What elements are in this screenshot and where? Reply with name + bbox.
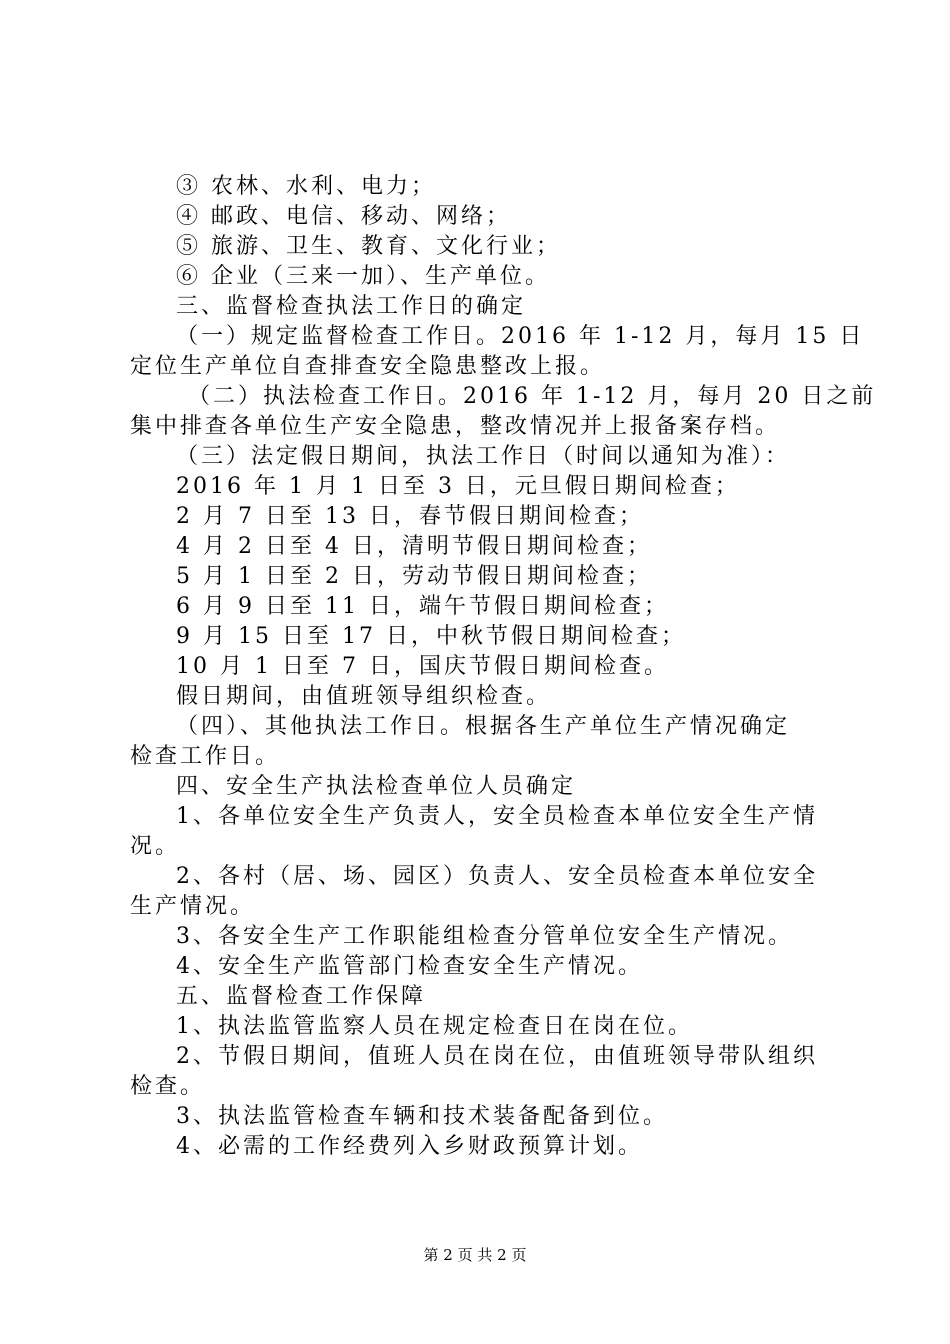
holiday-item: 6 月 9 日至 11 日，端午节假日期间检查；: [176, 594, 669, 619]
holiday-item: 5 月 1 日至 2 日，劳动节假日期间检查；: [176, 564, 652, 589]
paragraph-line: 定位生产单位自查排查安全隐患整改上报。: [130, 354, 606, 379]
holiday-item: 10 月 1 日至 7 日，国庆节假日期间检查。: [176, 654, 669, 679]
holiday-item: 2016 年 1 月 1 日至 3 日，元旦假日期间检查；: [176, 474, 740, 499]
document-body: [130, 172, 877, 1162]
paragraph-line: 集中排查各单位生产安全隐患，整改情况并上报备案存档。: [130, 414, 781, 439]
holiday-item: 9 月 15 日至 17 日，中秋节假日期间检查；: [176, 624, 686, 649]
list-item-post-telecom: ④ 邮政、电信、移动、网络；: [176, 204, 511, 229]
section-heading-3: 三、监督检查执法工作日的确定: [176, 294, 527, 319]
paragraph-line: 检查。: [130, 1074, 206, 1099]
list-item-enterprise: ⑥ 企业（三来一加）、生产单位。: [176, 264, 550, 289]
holiday-item: 2 月 7 日至 13 日，春节假日期间检查；: [176, 504, 644, 529]
section-heading-5: 五、监督检查工作保障: [176, 984, 427, 1009]
list-item-agriculture: ③ 农林、水利、电力；: [176, 174, 436, 199]
section-heading-4: 四、安全生产执法检查单位人员确定: [176, 774, 577, 799]
paragraph-line: 4、必需的工作经费列入乡财政预算计划。: [176, 1134, 643, 1159]
paragraph-line: 生产情况。: [130, 894, 256, 919]
paragraph-line: 4、安全生产监管部门检查安全生产情况。: [176, 954, 643, 979]
paragraph-line: （三）法定假日期间，执法工作日（时间以通知为准）：: [176, 444, 791, 469]
paragraph-line: 3、各安全生产工作职能组检查分管单位安全生产情况。: [176, 924, 793, 949]
paragraph-line: （一）规定监督检查工作日。2016 年 1-12 月，每月 15 日: [176, 324, 865, 349]
paragraph-line: 1、执法监管监察人员在规定检查日在岗在位。: [176, 1014, 693, 1039]
paragraph-line: （四）、其他执法工作日。根据各生产单位生产情况确定: [176, 714, 791, 739]
paragraph-line: 2、节假日期间，值班人员在岗在位，由值班领导带队组织: [176, 1044, 818, 1069]
page-number-footer: 第 2 页 共 2 页: [423, 1246, 527, 1264]
paragraph-line: 2、各村（居、场、园区）负责人、安全员检查本单位安全: [176, 864, 818, 889]
paragraph-line: 检查工作日。: [130, 744, 281, 769]
holiday-item: 4 月 2 日至 4 日，清明节假日期间检查；: [176, 534, 652, 559]
paragraph-line: （二）执法检查工作日。2016 年 1-12 月，每月 20 日之前: [188, 384, 877, 409]
paragraph-line: 况。: [130, 834, 181, 859]
paragraph-line: 1、各单位安全生产负责人，安全员检查本单位安全生产情: [176, 804, 818, 829]
list-item-tourism: ⑤ 旅游、卫生、教育、文化行业；: [176, 234, 561, 259]
paragraph-line: 3、执法监管检查车辆和技术装备配备到位。: [176, 1104, 668, 1129]
paragraph-line: 假日期间，由值班领导组织检查。: [176, 684, 552, 709]
